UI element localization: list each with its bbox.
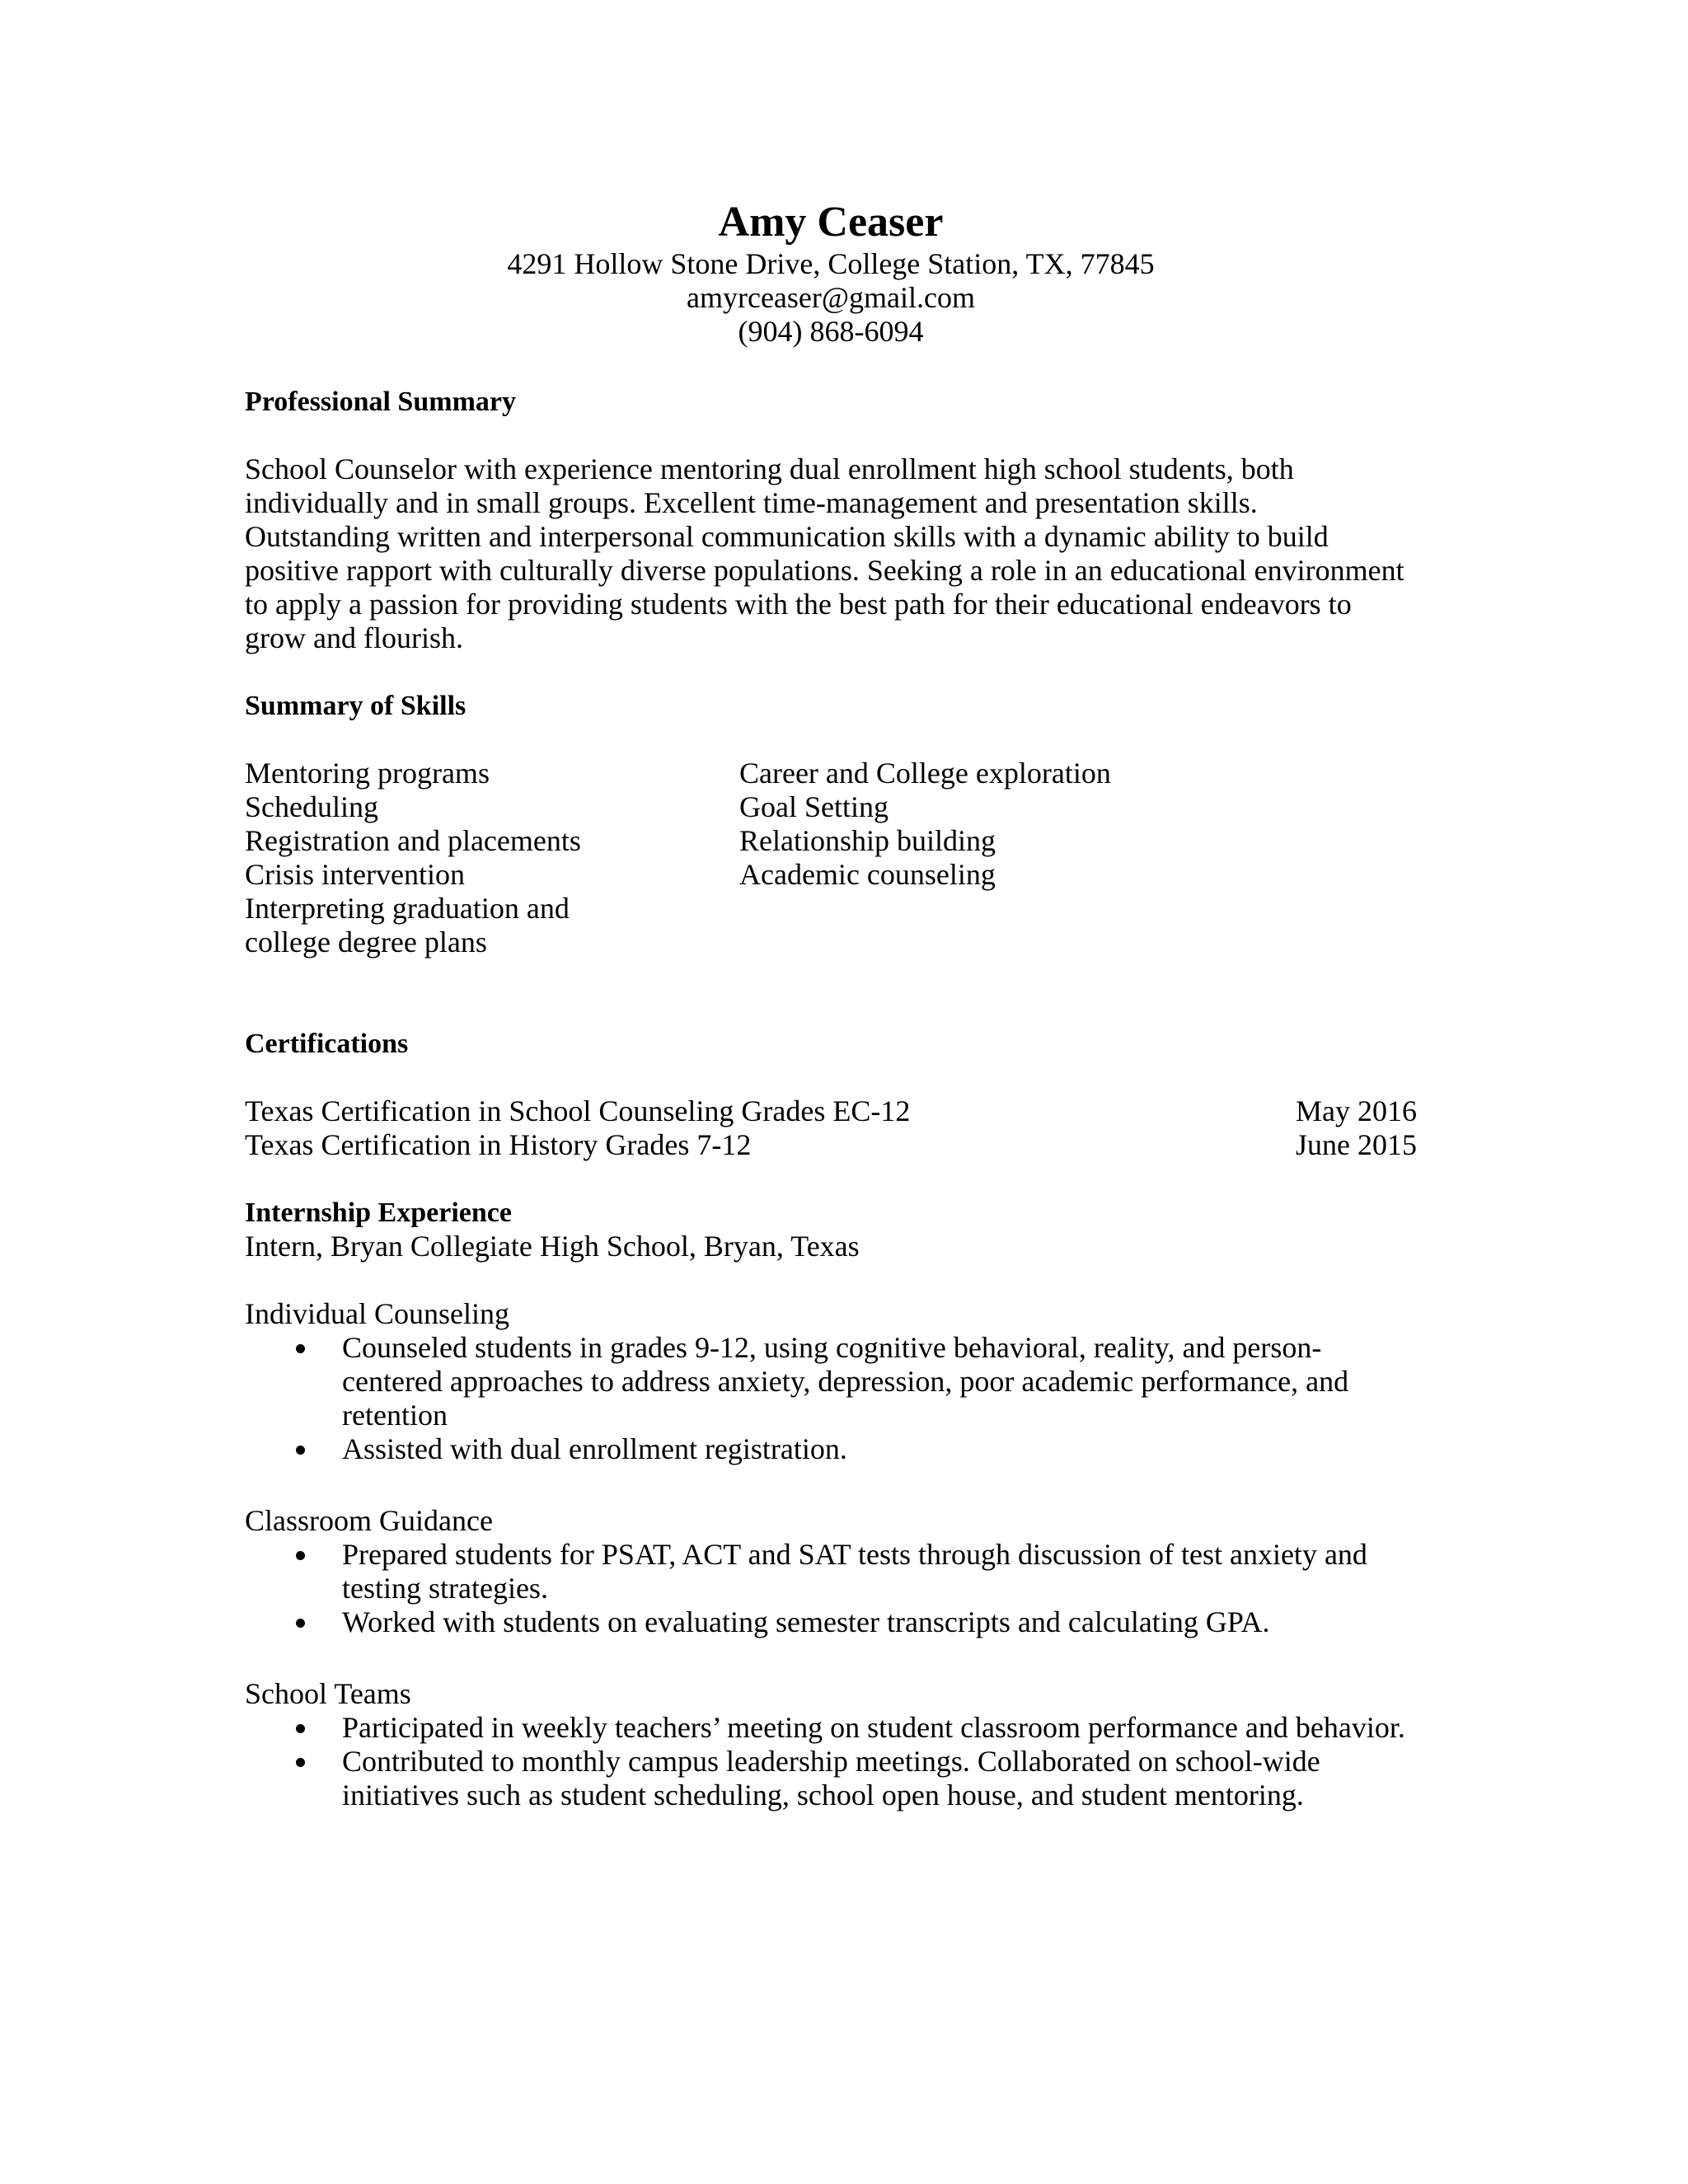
bullet-text-line: testing strategies. <box>342 1572 548 1605</box>
experience-group-title: Individual Counseling <box>245 1297 509 1330</box>
professional-summary-heading: Professional Summary <box>245 387 516 417</box>
summary-line: grow and flourish. <box>245 621 463 654</box>
certification-row <box>245 1094 1417 1128</box>
bullet-text-line: retention <box>342 1399 448 1432</box>
resume-header <box>245 198 1417 349</box>
skill-item: Crisis intervention <box>245 858 465 891</box>
summary-line: Outstanding written and interpersonal communication skills with a dynamic ability to build <box>245 520 1329 553</box>
bullet-icon <box>296 1758 305 1767</box>
summary-line: positive rapport with culturally diverse populations. Seeking a role in an educational environment <box>245 554 1404 587</box>
skill-item: Academic counseling <box>739 858 996 891</box>
skills-heading: Summary of Skills <box>245 691 467 721</box>
email: amyrceaser@gmail.com <box>687 281 975 314</box>
bullet-item <box>245 1331 1417 1432</box>
bullet-text-line: centered approaches to address anxiety, depression, poor academic performance, and <box>342 1365 1349 1398</box>
certification-date: June 2015 <box>1296 1128 1417 1161</box>
certification-date: May 2016 <box>1296 1094 1417 1127</box>
skill-item: Registration and placements <box>245 824 581 857</box>
summary-line: School Counselor with experience mentoring dual enrollment high school students, both <box>245 452 1294 485</box>
bullet-list <box>245 1538 1417 1639</box>
internship-position: Intern, Bryan Collegiate High School, Bryan, Texas <box>245 1230 860 1263</box>
bullet-icon <box>296 1446 305 1455</box>
skill-item: Relationship building <box>739 824 996 857</box>
experience-group-title: Classroom Guidance <box>245 1504 493 1537</box>
bullet-icon <box>296 1619 305 1628</box>
bullet-text-line: Worked with students on evaluating semester transcripts and calculating GPA. <box>342 1605 1270 1638</box>
address: 4291 Hollow Stone Drive, College Station, TX, 77845 <box>507 247 1155 280</box>
bullet-icon <box>296 1724 305 1733</box>
certification-name: Texas Certification in School Counseling Grades EC-12 <box>245 1094 911 1127</box>
skill-item: Career and College exploration <box>739 757 1111 790</box>
bullet-icon <box>296 1551 305 1560</box>
certification-name: Texas Certification in History Grades 7-12 <box>245 1128 752 1161</box>
professional-summary-text <box>245 452 1423 655</box>
bullet-icon <box>296 1344 305 1353</box>
bullet-text-line: Prepared students for PSAT, ACT and SAT tests through discussion of test anxiety and <box>342 1538 1367 1571</box>
summary-line: individually and in small groups. Excellent time-management and presentation skills. <box>245 486 1258 519</box>
bullet-text-line: Counseled students in grades 9-12, using cognitive behavioral, reality, and person- <box>342 1331 1322 1364</box>
bullet-item <box>245 1605 1417 1639</box>
skill-item: Scheduling <box>245 790 378 823</box>
bullet-item <box>245 1711 1417 1745</box>
bullet-text-line: initiatives such as student scheduling, school open house, and student mentoring. <box>342 1779 1304 1811</box>
certification-row <box>245 1128 1417 1162</box>
certifications-heading: Certifications <box>245 1029 409 1059</box>
skill-item: Mentoring programs <box>245 757 490 790</box>
bullet-list <box>245 1331 1417 1466</box>
summary-line: to apply a passion for providing students with the best path for their educational endeavors to <box>245 588 1352 621</box>
bullet-text-line: Assisted with dual enrollment registration. <box>342 1432 847 1465</box>
bullet-text-line: Participated in weekly teachers’ meeting on student classroom performance and behavior. <box>342 1711 1405 1744</box>
bullet-text-line: Contributed to monthly campus leadership meetings. Collaborated on school-wide <box>342 1745 1320 1778</box>
bullet-list <box>245 1711 1417 1812</box>
skills-column-left <box>245 757 673 959</box>
resume-content <box>245 198 1417 1812</box>
skills-list <box>245 757 1417 959</box>
bullet-item <box>245 1432 1417 1466</box>
applicant-name: Amy Ceaser <box>718 199 944 246</box>
skill-item: college degree plans <box>245 926 487 958</box>
skills-column-right <box>739 757 1316 892</box>
bullet-item <box>245 1745 1417 1812</box>
bullet-item <box>245 1538 1417 1605</box>
experience-group-title: School Teams <box>245 1677 411 1710</box>
phone: (904) 868-6094 <box>738 315 924 348</box>
internship-heading: Internship Experience <box>245 1197 512 1228</box>
skill-item: Interpreting graduation and <box>245 892 570 925</box>
skill-item: Goal Setting <box>739 790 889 823</box>
